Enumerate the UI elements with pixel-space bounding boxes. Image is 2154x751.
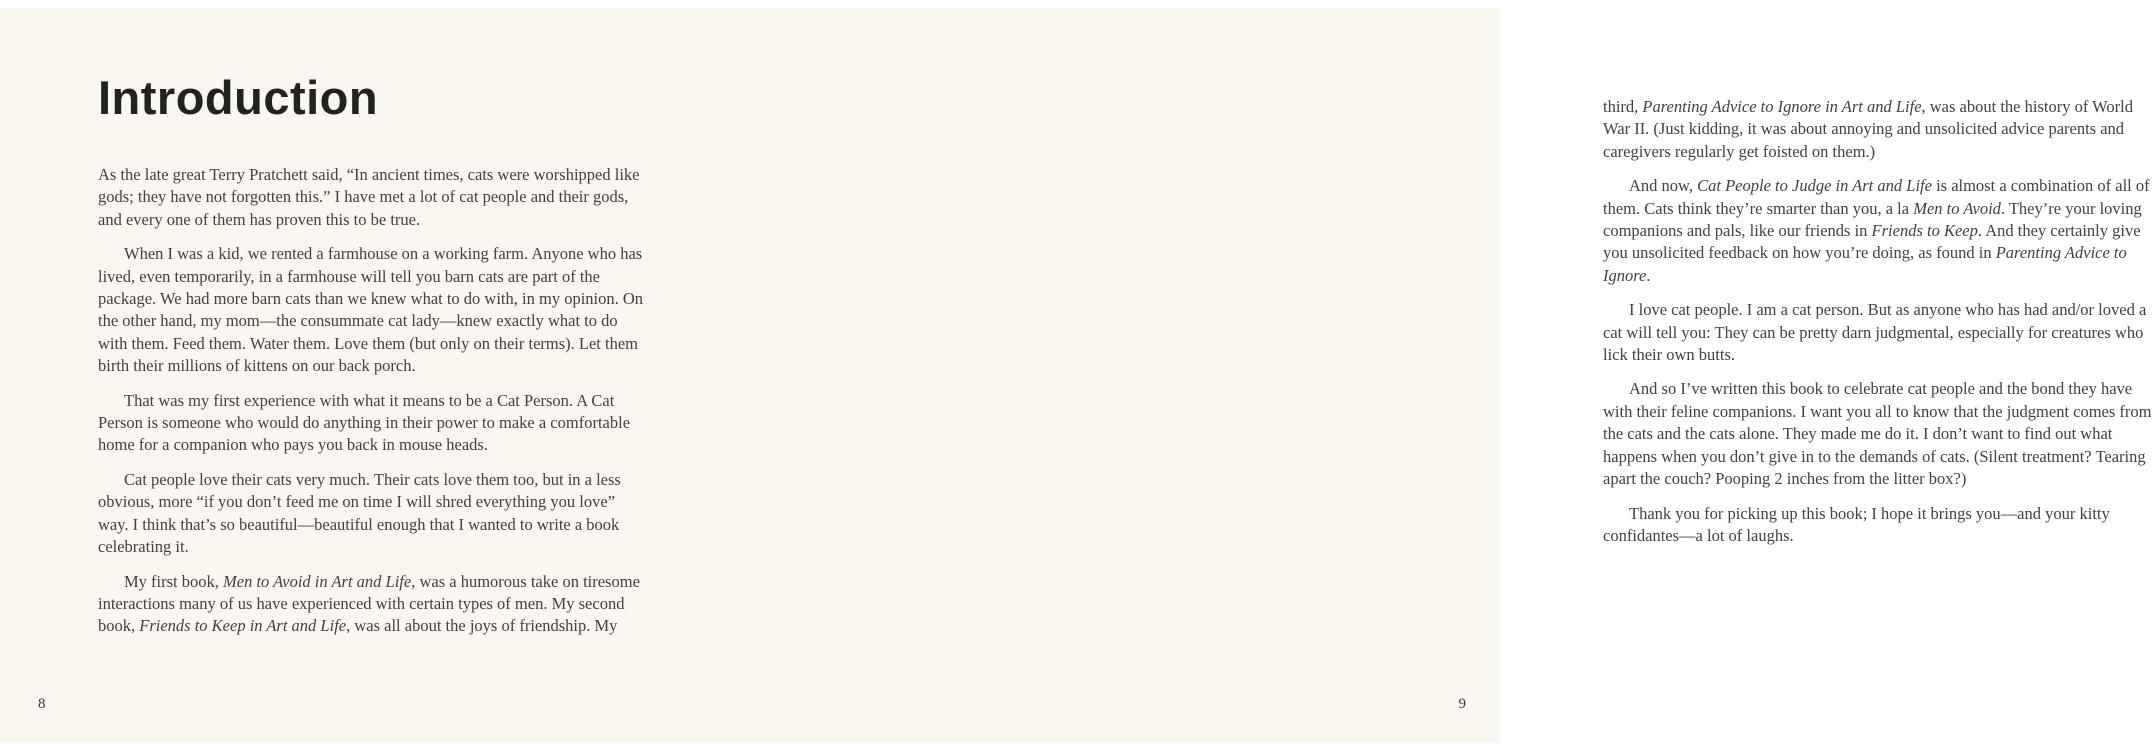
page-number-right: 9 bbox=[1458, 696, 1466, 712]
book-title-italic: Cat People to Judge in Art and Life bbox=[1697, 176, 1932, 196]
book-spread bbox=[0, 8, 2152, 743]
paragraph bbox=[1603, 175, 2154, 287]
page-number-left: 8 bbox=[38, 696, 46, 712]
text-run: . They’re your loving companions and pals, like our friends in bbox=[1603, 198, 2142, 241]
right-page-text-block bbox=[1603, 96, 2154, 559]
book-title-italic: Parenting Advice to Ignore in Art and Life bbox=[1642, 97, 1922, 116]
book-title-italic: Friends to Keep bbox=[1871, 221, 1978, 241]
text-run: Cat people love their cats very much. Their cats love them too, but in a less obvious, more “if you don’t feed me on time I will shred everything you love” way. I think that’s so beautiful—beautiful enough that I wanted to write a book celebrating it. bbox=[98, 469, 621, 557]
left-page bbox=[0, 8, 750, 743]
text-run: third, bbox=[1603, 97, 1643, 116]
text-run: is almost a combination of all of them. Cats think they’re smarter than you, a la bbox=[1603, 176, 2150, 218]
paragraph bbox=[98, 243, 647, 377]
book-title-italic: Friends to Keep in Art and Life bbox=[139, 616, 347, 636]
paragraph bbox=[1603, 299, 2154, 366]
text-run: And now, bbox=[1629, 176, 1698, 196]
text-run: And so I’ve written this book to celebrate cat people and the bond they have with their feline companions. I want you all to know that the judgment comes from the cats and the cats alone. They made me do it. I don’t want to find out what happens when you don’t give in to the demands of cats. (Silent treatment? Tearing apart the couch? Pooping 2 inches from the litter box?) bbox=[1603, 379, 2152, 489]
paragraph bbox=[1603, 503, 2154, 548]
paragraph bbox=[1603, 378, 2154, 490]
text-run: . bbox=[1646, 265, 1651, 285]
text-run: , was about the history of World War II. (Just kidding, it was about annoying and unsolicited advice parents and caregivers regularly get foisted on them.) bbox=[1603, 97, 2133, 161]
paragraph bbox=[1603, 96, 2154, 163]
text-run: I love cat people. I am a cat person. But as anyone who has had and/or loved a cat will tell you: They can be pretty darn judgmental, especially for creatures who lick their own butts. bbox=[1603, 300, 2147, 365]
book-title-italic: Parenting Advice to Ignore bbox=[1603, 243, 2127, 285]
text-run: That was my first experience with what it means to be a Cat Person. A Cat Person is someone who would do anything in their power to make a comfortable home for a companion who pays you back in mouse heads. bbox=[98, 390, 631, 455]
text-run: As the late great Terry Pratchett said, “In ancient times, cats were worshipped like gods; they have not forgotten this.” I have met a lot of cat people and their gods, and every one of them has proven this to be true. bbox=[98, 165, 640, 229]
chapter-heading: Introduction bbox=[98, 71, 379, 124]
book-title-italic: Men to Avoid in Art and Life bbox=[223, 571, 412, 591]
paragraph bbox=[98, 164, 647, 231]
paragraph bbox=[98, 390, 647, 457]
left-page-text-block bbox=[98, 164, 647, 650]
text-run: . And they certainly give you unsolicited feedback on how you’re doing, as found in bbox=[1603, 221, 2141, 263]
text-run: , was a humorous take on tiresome interactions many of us have experienced with certain types of men. My second book, bbox=[98, 571, 640, 636]
right-page bbox=[750, 8, 2152, 743]
text-run: , was all about the joys of friendship. My bbox=[346, 616, 618, 636]
text-run: My first book, bbox=[124, 571, 223, 591]
paragraph bbox=[98, 571, 647, 638]
text-run: Thank you for picking up this book; I hope it brings you—and your kitty confidantes—a lot of laughs. bbox=[1603, 503, 2110, 545]
text-run: When I was a kid, we rented a farmhouse on a working farm. Anyone who has lived, even temporarily, in a farmhouse will tell you barn cats are part of the package. We had more barn cats than we knew what to do with, in my opinion. On the other hand, my mom—the consummate cat lady—knew exactly what to do with them. Feed them. Water them. Love them (but only on their terms). Let them birth their millions of kittens on our back porch. bbox=[98, 244, 644, 376]
book-title-italic: Men to Avoid bbox=[1913, 198, 2001, 218]
paragraph bbox=[98, 469, 647, 559]
